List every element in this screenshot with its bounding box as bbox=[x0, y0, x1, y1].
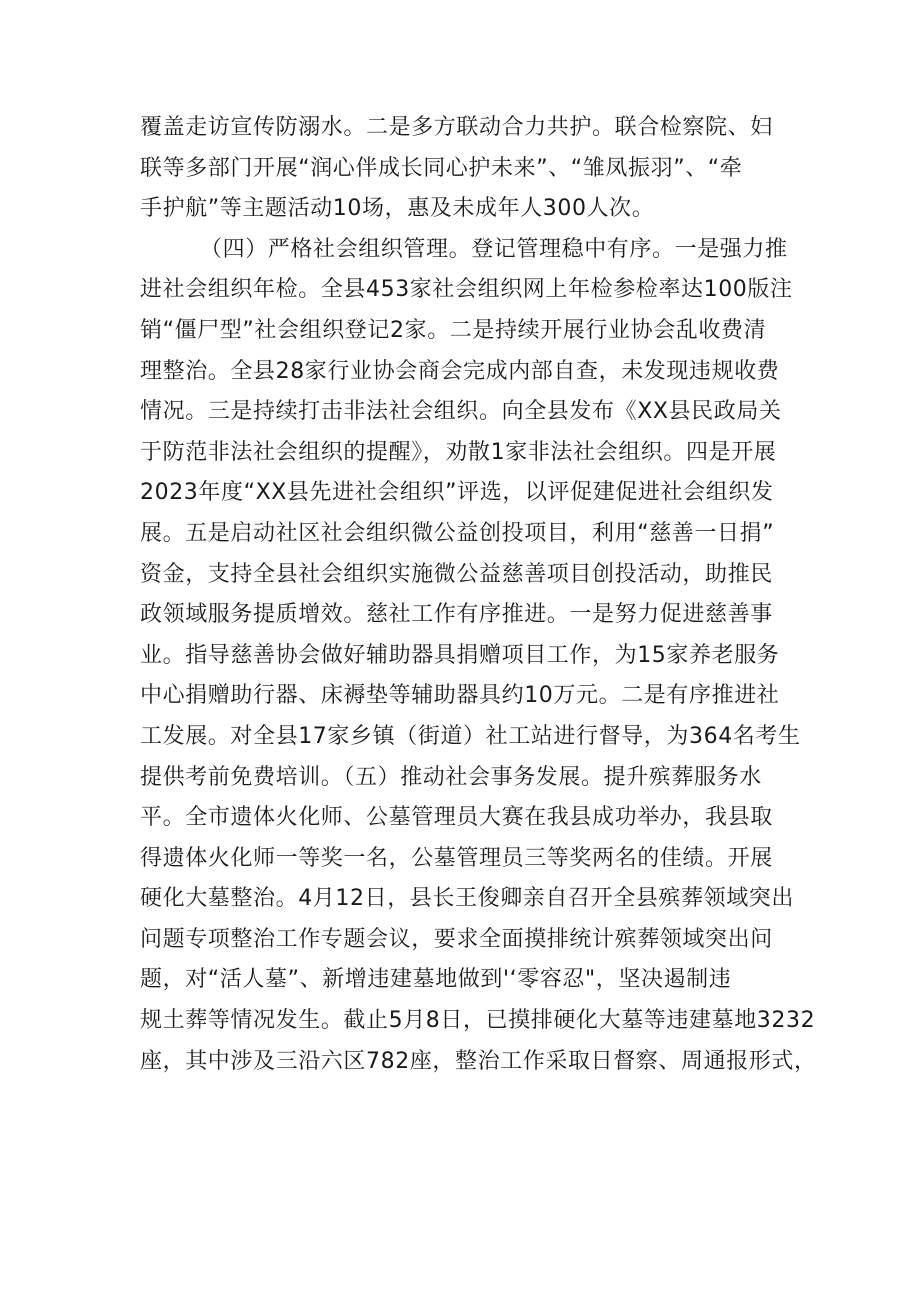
text-line: 规土葬等情况发生。截止5月8日，已摸排硬化大墓等违建墓地3232 bbox=[140, 1008, 816, 1034]
text-line: 得遗体火化师一等奖一名，公墓管理员三等奖两名的佳绩。开展 bbox=[140, 845, 773, 871]
text-line: 于防范非法社会组织的提醒》，劝散1家非法社会组织。四是开展 bbox=[140, 439, 777, 465]
text-line: 联等多部门开展“润心伴成长同心护未来”、“雏凤振羽”、“牵 bbox=[140, 155, 743, 181]
paragraph-first-line: （四）严格社会组织管理。登记管理稳中有序。一是强力推 bbox=[200, 236, 788, 262]
text-line: 问题专项整治工作专题会议，要求全面摸排统计殡葬领域突出问 bbox=[140, 926, 773, 952]
text-line: 工发展。对全县17家乡镇（街道）社工站进行督导，为364名考生 bbox=[140, 723, 801, 749]
text-line: 政领域服务提质增效。慈社工作有序推进。一是努力促进慈善事 bbox=[140, 602, 773, 628]
text-line: 业。指导慈善协会做好辅助器具捐赠项目工作，为15家养老服务 bbox=[140, 642, 780, 668]
text-line: 中心捐赠助行器、床褥垫等辅助器具约10万元。二是有序推进社 bbox=[140, 683, 780, 709]
text-line: 题，对“活人墓”、新增违建墓地做到'‘零容忍"，坚决遏制违 bbox=[140, 967, 732, 993]
text-line: 硬化大墓整治。4月12日，县长王俊卿亲自召开全县殡葬领域突出 bbox=[140, 886, 794, 912]
text-line: 资金，支持全县社会组织实施微公益慈善项目创投活动，助推民 bbox=[140, 561, 773, 587]
text-line: 平。全市遗体火化师、公墓管理员大赛在我县成功举办，我县取 bbox=[140, 805, 773, 831]
text-line: 手护航”等主题活动10场，惠及未成年人300人次。 bbox=[140, 196, 655, 222]
text-line: 情况。三是持续打击非法社会组织。向全县发布《XX县民政局关 bbox=[140, 399, 782, 425]
text-line: 进社会组织年检。全县453家社会组织网上年检参检率达100版注 bbox=[140, 277, 793, 303]
text-line: 提供考前免费培训。（五）推动社会事务发展。提升殡葬服务水 bbox=[140, 764, 762, 790]
text-line: 覆盖走访宣传防溺水。二是多方联动合力共护。联合检察院、妇 bbox=[140, 115, 773, 140]
text-line: 理整治。全县28家行业协会商会完成内部自查，未发现违规收费 bbox=[140, 358, 780, 384]
text-line: 展。五是启动社区社会组织微公益创投项目，利用“慈善一日捐” bbox=[140, 520, 775, 546]
text-line: 2023年度“XX县先进社会组织”评选，以评促建促进社会组织发 bbox=[140, 480, 774, 506]
body-text bbox=[140, 108, 817, 1082]
text-line: 座，其中涉及三沿六区782座，整治工作采取日督察、周通报形式， bbox=[140, 1048, 817, 1074]
text-line: 销“僵尸型”社会组织登记2家。二是持续开展行业协会乱收费清 bbox=[140, 317, 767, 343]
